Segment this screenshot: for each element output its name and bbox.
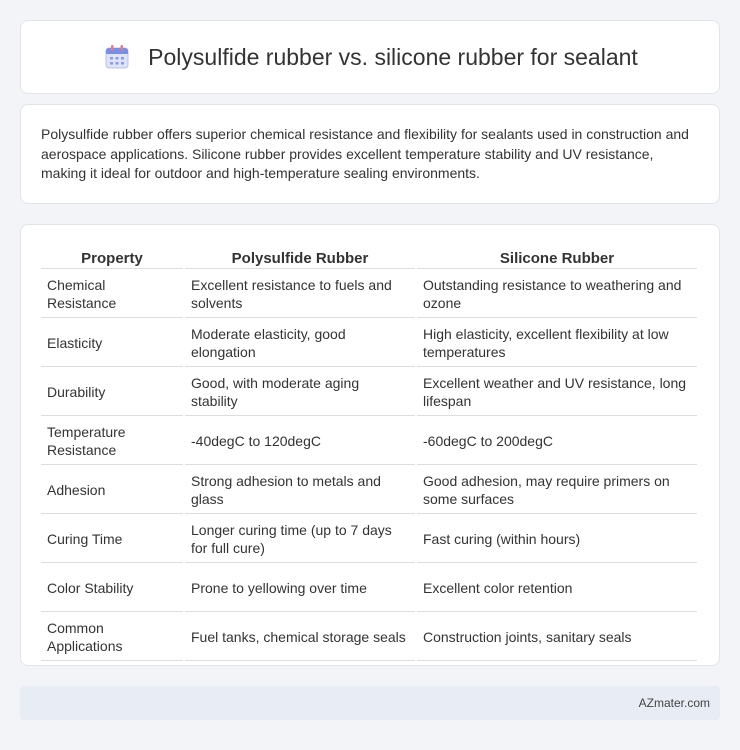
header-silicone: Silicone Rubber [417, 247, 697, 269]
row-property: Temperature Resistance [41, 418, 183, 465]
table-header-row [41, 247, 697, 269]
table-row [41, 614, 697, 661]
row-property: Common Applications [41, 614, 183, 661]
row-polysulfide: Excellent resistance to fuels and solvents [185, 271, 415, 318]
calendar-icon [102, 42, 132, 72]
row-polysulfide: Longer curing time (up to 7 days for full cure) [185, 516, 415, 563]
table-row [41, 418, 697, 465]
table-card [20, 224, 720, 666]
header-polysulfide: Polysulfide Rubber [185, 247, 415, 269]
row-silicone: Good adhesion, may require primers on some surfaces [417, 467, 697, 514]
intro-card [20, 104, 720, 204]
row-polysulfide: -40degC to 120degC [185, 418, 415, 465]
row-polysulfide: Moderate elasticity, good elongation [185, 320, 415, 367]
intro-text: Polysulfide rubber offers superior chemical resistance and flexibility for sealants used in construction and aerospace applications. Silicone rubber provides excellent temperature stability and UV resistance, making it ideal for outdoor and high-temperature sealing environments. [41, 126, 689, 181]
row-polysulfide: Fuel tanks, chemical storage seals [185, 614, 415, 661]
row-polysulfide: Good, with moderate aging stability [185, 369, 415, 416]
row-property: Chemical Resistance [41, 271, 183, 318]
row-silicone: -60degC to 200degC [417, 418, 697, 465]
footer-site-link[interactable]: AZmater.com [638, 696, 710, 710]
row-property: Color Stability [41, 565, 183, 612]
footer [20, 686, 720, 720]
row-silicone: Outstanding resistance to weathering and ozone [417, 271, 697, 318]
table-row [41, 320, 697, 367]
table-row [41, 467, 697, 514]
row-property: Elasticity [41, 320, 183, 367]
row-silicone: High elasticity, excellent flexibility at low temperatures [417, 320, 697, 367]
row-polysulfide: Prone to yellowing over time [185, 565, 415, 612]
table-row [41, 271, 697, 318]
row-silicone: Fast curing (within hours) [417, 516, 697, 563]
row-silicone: Construction joints, sanitary seals [417, 614, 697, 661]
header-property: Property [41, 247, 183, 269]
row-property: Curing Time [41, 516, 183, 563]
title-wrap [102, 42, 638, 72]
row-polysulfide: Strong adhesion to metals and glass [185, 467, 415, 514]
row-silicone: Excellent weather and UV resistance, long lifespan [417, 369, 697, 416]
row-property: Durability [41, 369, 183, 416]
page-title: Polysulfide rubber vs. silicone rubber for sealant [148, 43, 638, 70]
table-row [41, 516, 697, 563]
table-row [41, 369, 697, 416]
title-card [20, 20, 720, 94]
table-row [41, 565, 697, 612]
row-silicone: Excellent color retention [417, 565, 697, 612]
comparison-table [39, 245, 699, 663]
row-property: Adhesion [41, 467, 183, 514]
